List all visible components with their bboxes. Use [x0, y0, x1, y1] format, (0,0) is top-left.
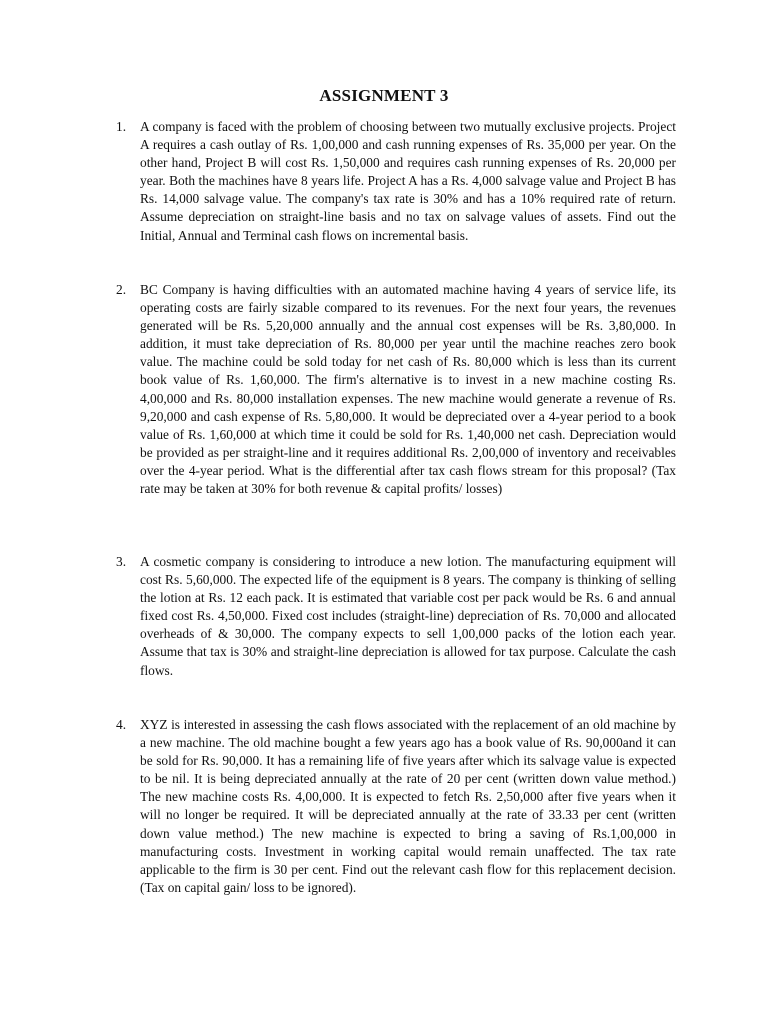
question-1	[116, 118, 676, 245]
question-text: A cosmetic company is considering to introduce a new lotion. The manufacturing equipment will cost Rs. 5,60,000. The expected life of the equipment is 8 years. The company is thinking of selling the lotion at Rs. 12 each pack. It is estimated that variable cost per pack would be Rs. 6 and annual fixed cost Rs. 4,50,000. Fixed cost includes (straight-line) depreciation of Rs. 70,000 and allocated overheads of & 30,000. The company expects to sell 1,00,000 packs of the lotion each year. Assume that tax is 30% and straight-line depreciation is allowed for tax purpose. Calculate the cash flows.	[140, 554, 676, 678]
question-number: 4.	[116, 717, 127, 732]
question-2	[116, 281, 676, 498]
question-4	[116, 716, 676, 897]
question-text: XYZ is interested in assessing the cash flows associated with the replacement of an old machine by a new machine. The old machine bought a few years ago has a book value of Rs. 90,000and it can be sold for Rs. 90,000. It has a remaining life of five years after which its salvage value is expected to be nil. It is being depreciated annually at the rate of 20 per cent (written down value method.) The new machine costs Rs. 4,00,000. It is expected to fetch Rs. 2,50,000 after five years when it will no longer be required. It will be depreciated annually at the rate of 33.33 per cent (written down value method.) The new machine is expected to bring a saving of Rs.1,00,000 in manufacturing costs. Investment in working capital would remain unaffected. The tax rate applicable to the firm is 30 per cent. Find out the relevant cash flow for this replacement decision. (Tax on capital gain/ loss to be ignored).	[140, 717, 676, 895]
question-text: A company is faced with the problem of choosing between two mutually exclusive projects. Project A requires a cash outlay of Rs. 1,00,000 and cash running expenses of Rs. 35,000 per year. On the other hand, Project B will cost Rs. 1,50,000 and requires cash running expenses of Rs. 20,000 per year. Both the machines have 8 years life. Project A has a Rs. 4,000 salvage value and Project B has Rs. 14,000 salvage value. The company's tax rate is 30% and has a 10% required rate of return. Assume depreciation on straight-line basis and no tax on salvage values of assets. Find out the Initial, Annual and Terminal cash flows on incremental basis.	[140, 119, 676, 243]
question-number: 1.	[116, 119, 127, 134]
page-title: ASSIGNMENT 3	[319, 86, 449, 105]
question-number: 2.	[116, 282, 127, 297]
question-text: BC Company is having difficulties with an automated machine having 4 years of service life, its operating costs are fairly sizable compared to its revenues. For the next four years, the revenues generated will be Rs. 5,20,000 annually and the annual cost expenses will be Rs. 3,80,000. In addition, it must take depreciation of Rs. 80,000 per year until the machine reaches zero book value. The machine could be sold today for net cash of Rs. 80,000 which is less than its current book value of Rs. 1,60,000. The firm's alternative is to invest in a new machine costing Rs. 4,00,000 and Rs. 80,000 installation expenses. The new machine would generate a revenue of Rs. 9,20,000 and cash expense of Rs. 5,80,000. It would be depreciated over a 4-year period to a book value of Rs. 1,60,000 at which time it could be sold for Rs. 1,40,000 net cash. Depreciation would be provided as per straight-line and it requires additional Rs. 2,00,000 of inventory and receivables over the 4-year period. What is the differential after tax cash flows stream for this proposal? (Tax rate may be taken at 30% for both revenue & capital profits/ losses)	[140, 282, 676, 497]
question-3	[116, 553, 676, 680]
question-number: 3.	[116, 554, 127, 569]
